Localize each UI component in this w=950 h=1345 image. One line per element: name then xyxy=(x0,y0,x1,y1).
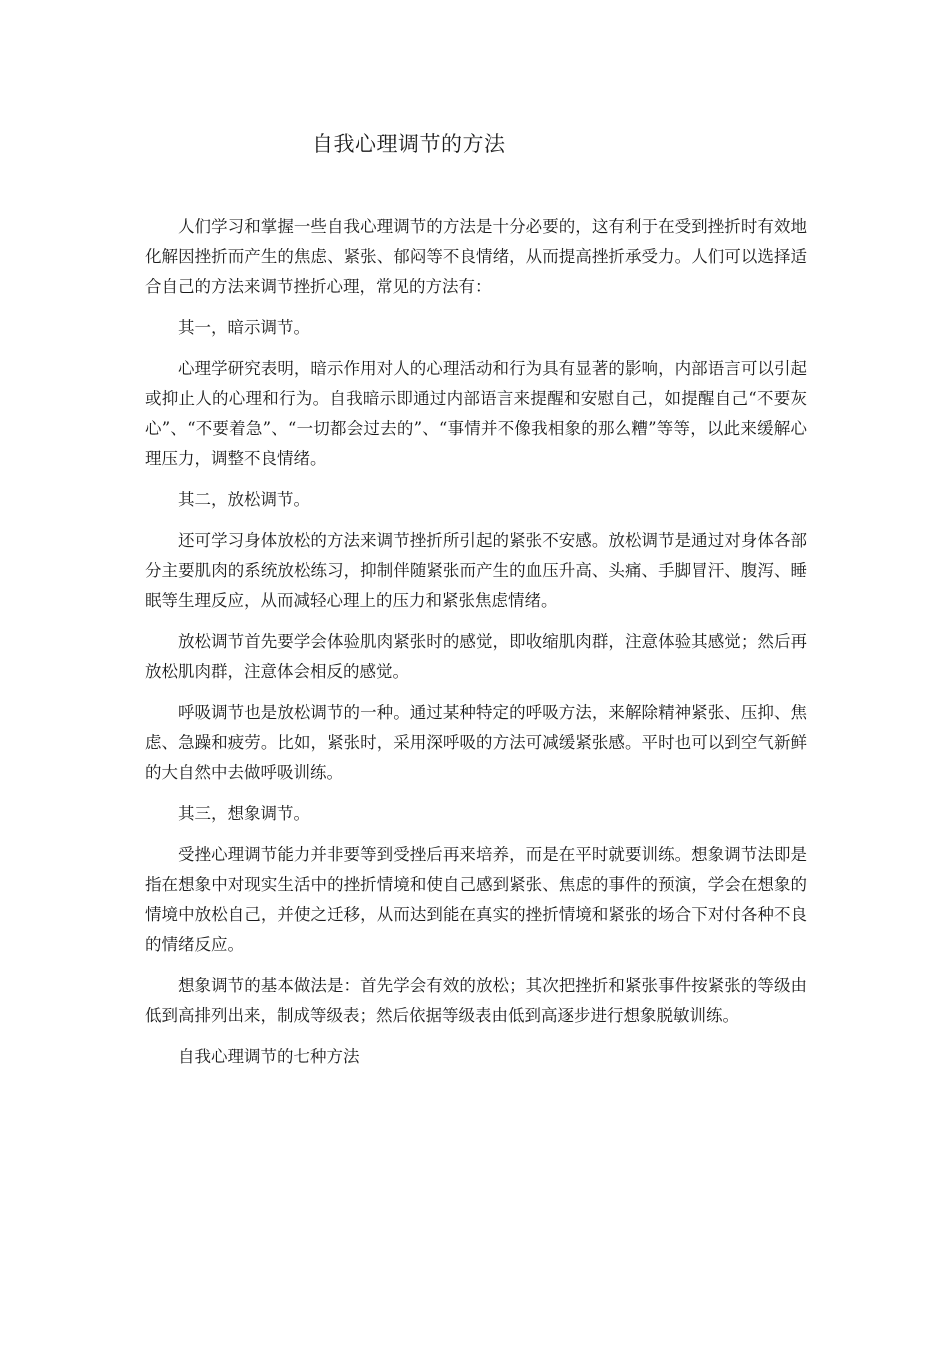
body-paragraph: 想象调节的基本做法是：首先学会有效的放松；其次把挫折和紧张事件按紧张的等级由低到高排列出来，制成等级表；然后依据等级表由低到高逐步进行想象脱敏训练。 xyxy=(145,976,807,1025)
document-body xyxy=(145,212,807,1083)
document-title: 自我心理调节的方法 xyxy=(312,132,506,156)
body-paragraph: 心理学研究表明，暗示作用对人的心理活动和行为具有显著的影响，内部语言可以引起或抑止人的心理和行为。自我暗示即通过内部语言来提醒和安慰自己，如提醒自己“不要灰心”、“不要着急”、“一切都会过去的”、“事情并不像我相象的那么糟”等等，以此来缓解心理压力，调整不良情绪。 xyxy=(145,359,807,468)
section-heading-imagination: 其三，想象调节。 xyxy=(178,804,310,823)
section-heading-relaxation: 其二，放松调节。 xyxy=(178,490,310,509)
intro-paragraph: 人们学习和掌握一些自我心理调节的方法是十分必要的，这有利于在受到挫折时有效地化解因挫折而产生的焦虑、紧张、郁闷等不良情绪，从而提高挫折承受力。人们可以选择适合自己的方法来调节挫折心理，常见的方法有： xyxy=(145,217,807,296)
section-heading-suggestion: 其一，暗示调节。 xyxy=(178,318,310,337)
section-heading-seven-methods: 自我心理调节的七种方法 xyxy=(178,1047,360,1066)
body-paragraph: 受挫心理调节能力并非要等到受挫后再来培养，而是在平时就要训练。想象调节法即是指在想象中对现实生活中的挫折情境和使自己感到紧张、焦虑的事件的预演，学会在想象的情境中放松自己，并使之迁移，从而达到能在真实的挫折情境和紧张的场合下对付各种不良的情绪反应。 xyxy=(145,845,807,954)
body-paragraph: 放松调节首先要学会体验肌肉紧张时的感觉，即收缩肌肉群，注意体验其感觉；然后再放松肌肉群，注意体会相反的感觉。 xyxy=(145,632,807,681)
body-paragraph: 呼吸调节也是放松调节的一种。通过某种特定的呼吸方法，来解除精神紧张、压抑、焦虑、急躁和疲劳。比如，紧张时，采用深呼吸的方法可减缓紧张感。平时也可以到空气新鲜的大自然中去做呼吸训练。 xyxy=(145,703,807,782)
body-paragraph: 还可学习身体放松的方法来调节挫折所引起的紧张不安感。放松调节是通过对身体各部分主要肌肉的系统放松练习，抑制伴随紧张而产生的血压升高、头痛、手脚冒汗、腹泻、睡眠等生理反应，从而减轻心理上的压力和紧张焦虑情绪。 xyxy=(145,531,807,610)
